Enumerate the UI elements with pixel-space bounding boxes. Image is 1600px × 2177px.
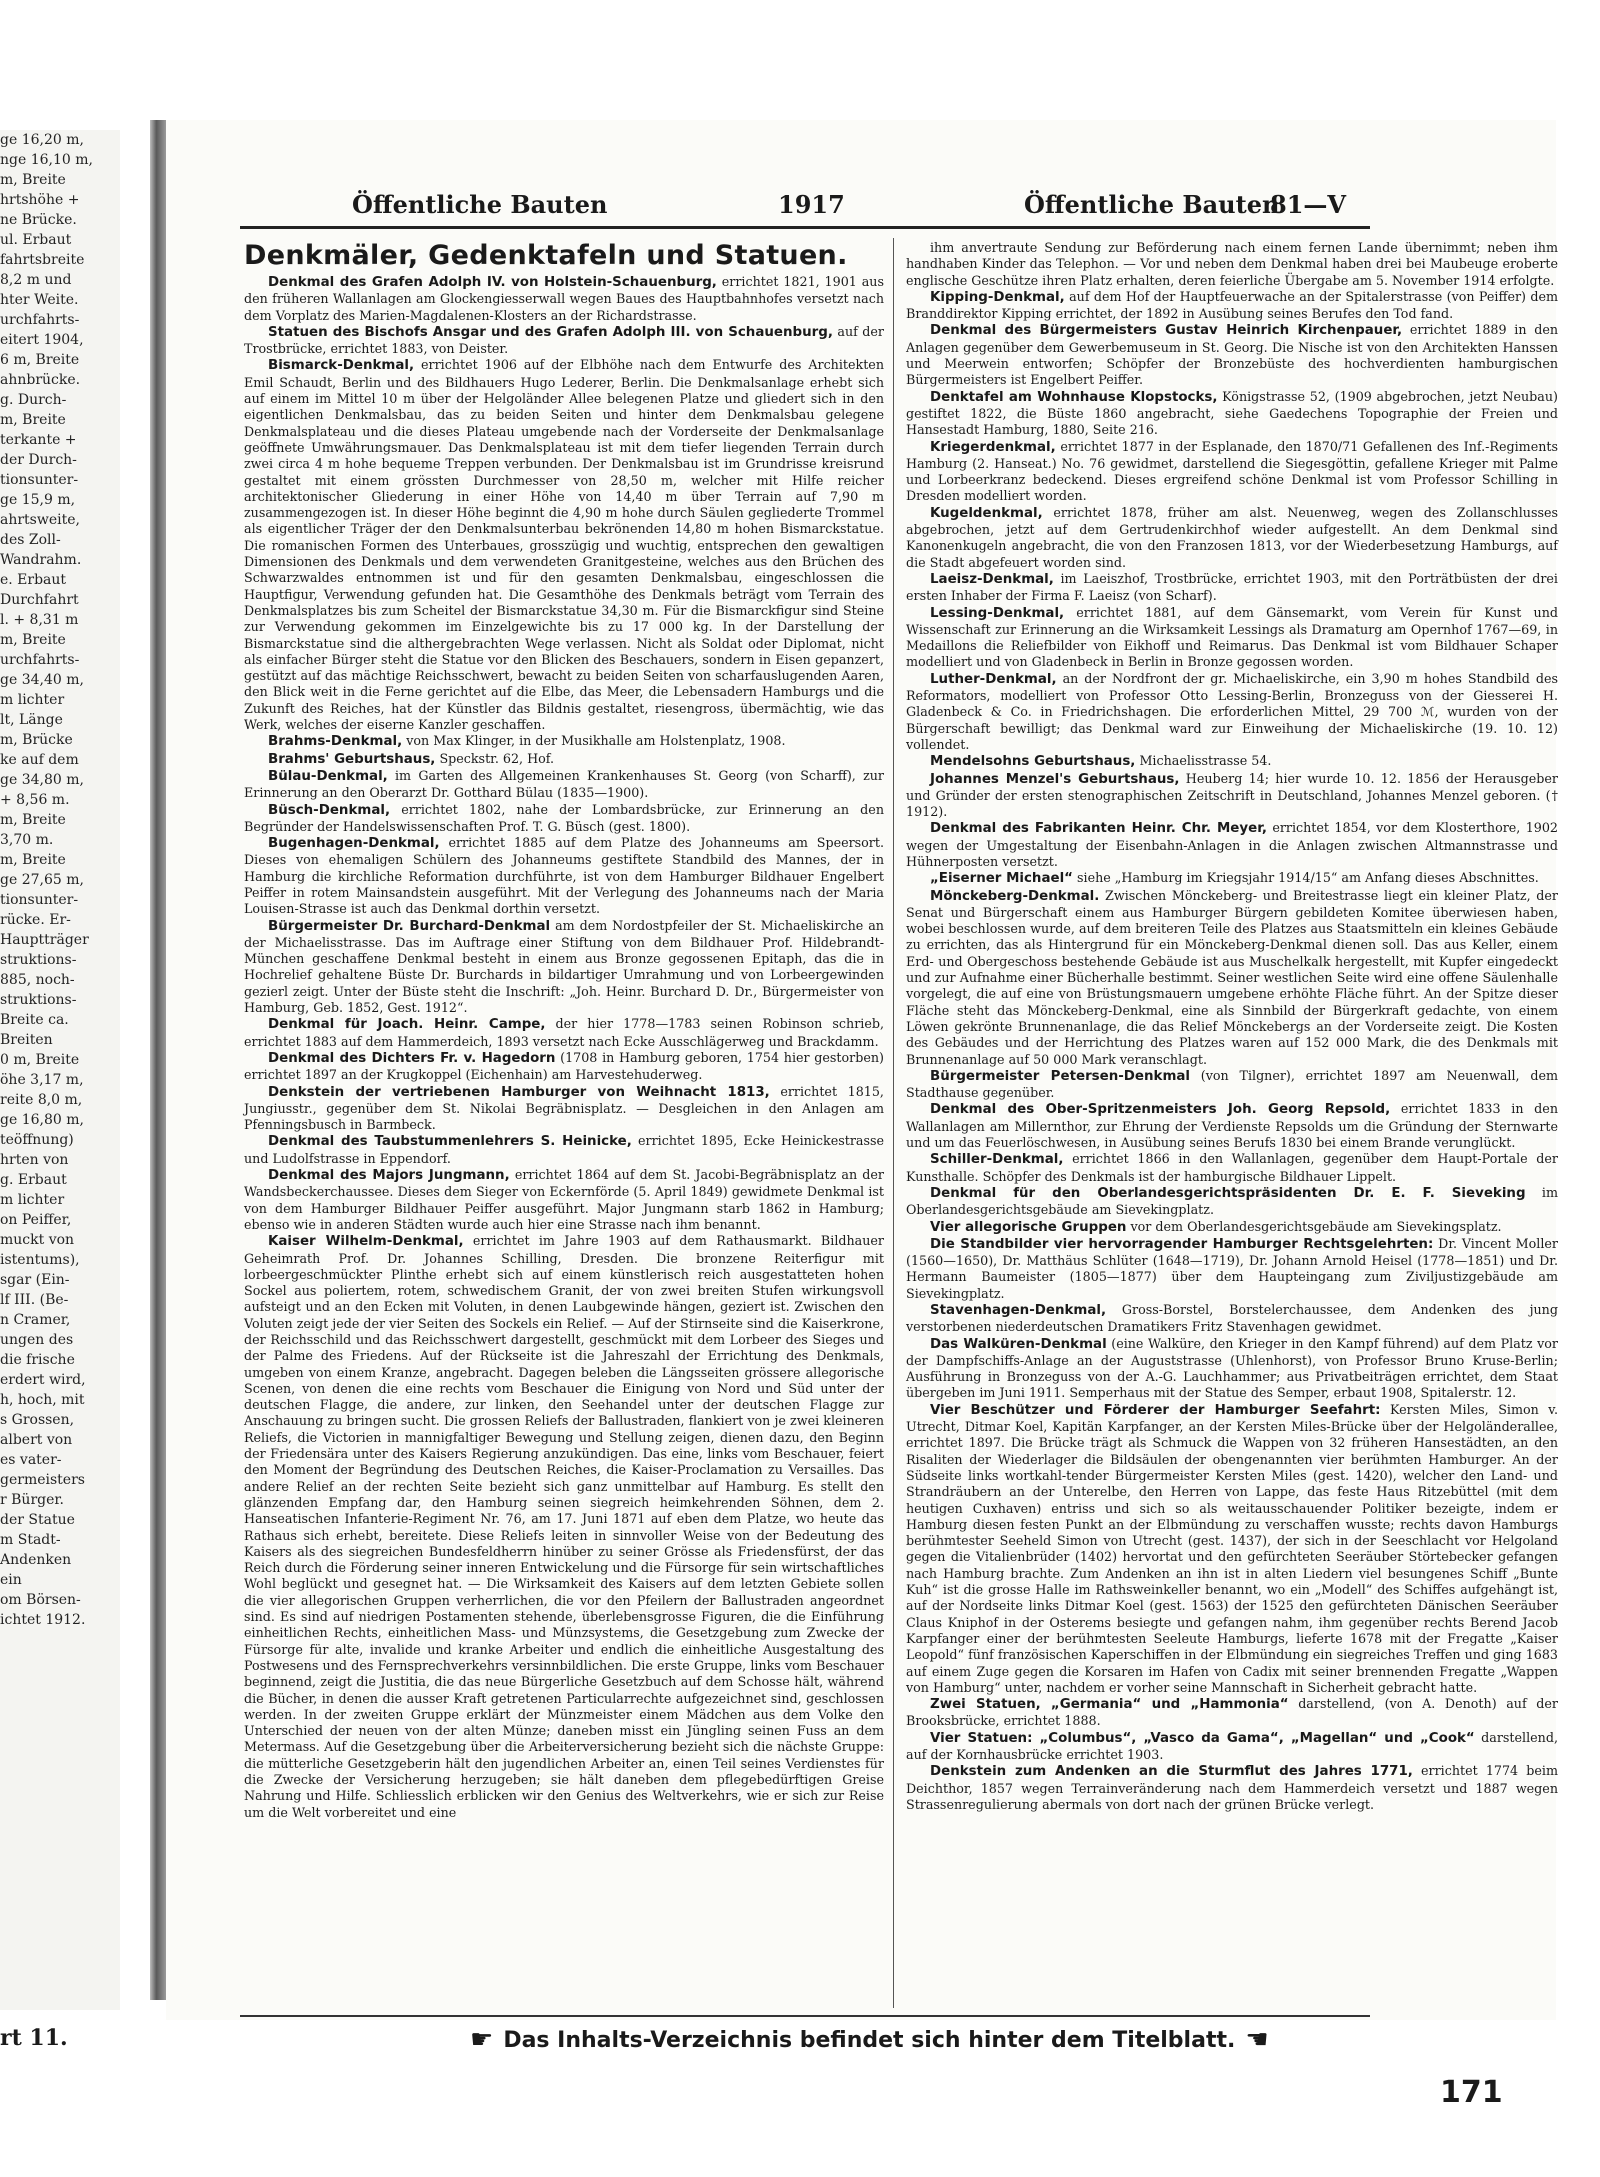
entry: [906, 605, 1558, 671]
entry-title: Kugeldenkmal,: [930, 505, 1043, 521]
column-divider: [893, 238, 894, 2008]
entry: [906, 1302, 1558, 1336]
entry-text: Dr. Vincent Moller (1560—1650), Dr. Matthäus Schlüter (1648—1719), Dr. Johann Arnold Heisel (1778—1851) und Dr. Hermann Baumeister (1805—1877) über dem Haupteingang zum Ziviljustizgebäude am Sievekingplatz.: [906, 1235, 1558, 1301]
entry-text: im Oberlandesgerichtsgebäude am Sievekingplatz.: [906, 1184, 1558, 1218]
entry: [906, 753, 1558, 770]
facing-page-line: ein: [0, 1572, 22, 1588]
entry-text: auf der Trostbrücke, errichtet 1883, von Deister.: [244, 323, 884, 357]
entry-text: errichtet 1802, nahe der Lombardsbrücke, zur Erinnerung an den Begründer der Handelswissenschaften Prof. T. G. Büsch (gest. 1800).: [244, 801, 884, 834]
entry: [244, 1050, 884, 1084]
entry-title: Vier Beschützer und Förderer der Hamburger Seefahrt:: [930, 1402, 1381, 1418]
header-right: Öffentliche Bauten: [1024, 190, 1280, 219]
facing-page-line: ge 27,65 m,: [0, 872, 84, 888]
entry-title: „Eiserner Michael“: [930, 871, 1073, 887]
facing-page-line: ge 34,40 m,: [0, 672, 84, 688]
entry: [906, 1763, 1558, 1813]
entry-title: Statuen des Bischofs Ansgar und des Grafen Adolph III. von Schauenburg,: [268, 324, 833, 340]
facing-page-line: m, Breite: [0, 852, 66, 868]
facing-page-line: m, Breite: [0, 412, 66, 428]
entry: [244, 835, 884, 917]
header-page-ref: 81—V: [1270, 190, 1347, 219]
running-header: [240, 190, 1370, 224]
entry-title: Mönckeberg-Denkmal.: [930, 888, 1100, 904]
facing-page-line: ke auf dem: [0, 752, 79, 768]
facing-page-line: 6 m, Breite: [0, 352, 80, 368]
left-column: [244, 240, 884, 1821]
entry-text: errichtet 1881, auf dem Gänsemarkt, vom Verein für Kunst und Wissenschaft zur Erinnerung an die Wirksamkeit Lessings als Dramaturg am Opernhof 1767—69, in Medaillons die Reliefbilder von Eikhoff und Reimarus. Das Denkmal ist vom Bildhauer Schaper modelliert und von Gladenbeck in Berlin in Bronze gegossen worden.: [906, 604, 1558, 670]
entry-text: errichtet 1866 in den Wallanlagen, gegenüber dem Haupt-Portale der Kunsthalle. Schöpfer des Denkmals ist der hamburgische Bildhauer Lippelt.: [906, 1151, 1558, 1184]
facing-page-line: des Zoll-: [0, 532, 61, 548]
facing-page-line: m lichter: [0, 692, 65, 708]
entry: [906, 820, 1558, 870]
entry-text: im Garten des Allgemeinen Krankenhauses St. Georg (von Scharff), zur Erinnerung an den Oberarzt Dr. Gotthard Bülau (1835—1900).: [244, 767, 884, 801]
facing-page-line: tionsunter-: [0, 892, 79, 908]
facing-page-line: fahrtsbreite: [0, 252, 85, 268]
entry-text: von Max Klinger, in der Musikhalle am Holstenplatz, 1908.: [406, 733, 786, 749]
facing-page-line: 0 m, Breite: [0, 1052, 80, 1068]
entry-text: (1708 in Hamburg geboren, 1754 hier gestorben) errichtet 1897 an der Krugkoppel (Eichenhain) am Harvestehuderweg.: [244, 1049, 884, 1083]
facing-page-line: es vater-: [0, 1452, 62, 1468]
facing-page-line: lf III. (Be-: [0, 1292, 69, 1308]
entry-text: errichtet 1878, früher am alst. Neuenweg, wegen des Zollanschlusses abgebrochen, jetzt auf dem Gertrudenkirchhof wieder aufgestellt. An dem Denkmal sind Kanonenkugeln angebracht, die von den Franzosen 1813, vor der Wiederbesetzung Hamburgs, auf die Stadt abgefeuert worden sind.: [906, 504, 1558, 570]
entry: [244, 1084, 884, 1134]
entry-text: errichtet 1854, vor dem Klosterthore, 1902 wegen der Umgestaltung der Eisenbahn-Anlagen in die Anlagen zwischen Altmannstrasse und Hühnerposten versetzt.: [906, 820, 1558, 869]
entry-title: Luther-Denkmal,: [930, 671, 1057, 687]
entry-title: Johannes Menzel's Geburtshaus,: [930, 771, 1180, 787]
right-entries: [906, 240, 1558, 1813]
entry-text: am dem Nordostpfeiler der St. Michaeliskirche an der Michaelisstrasse. Das im Auftrage einer Stiftung von dem Bildhauer Prof. Hildebrandt-München geschaffene Denkmal besteht in einem aus Bronze gegossenen Epitaph, das die in Hochrelief gehaltene Büste Dr. Burchards in bildartiger Umrahmung und von Lorbeergewinden gezierl zeigt. Unter der Büste steht die Inschrift: „Joh. Heinr. Burchard D. Dr., Bürgermeister von Hamburg, Geb. 1852, Gest. 1912“.: [244, 917, 884, 1016]
facing-page-line: om Börsen-: [0, 1592, 81, 1608]
facing-page-line: r Bürger.: [0, 1492, 64, 1508]
entry: [244, 918, 884, 1017]
entry-title: Vier allegorische Gruppen: [930, 1219, 1127, 1235]
entry: [244, 274, 884, 324]
facing-page-line: Durchfahrt: [0, 592, 79, 608]
footer-rule: [240, 2015, 1370, 2017]
entry: [906, 389, 1558, 439]
facing-page-line: g. Durch-: [0, 392, 67, 408]
entry: [244, 751, 884, 768]
entry-text: darstellend, auf der Kornhausbrücke errichtet 1903.: [906, 1729, 1558, 1763]
entry: [906, 1236, 1558, 1302]
entry-text: (eine Walküre, den Krieger in den Kampf führend) auf dem Platz vor der Dampfschiffs-Anlage an der Auguststrasse (Uhlenhorst), von Professor Bruno Kruse-Berlin; Ausführung in Bronzeguss von der A.-G. Lauchhammer; aus Privatbeiträgen errichtet, dem Staat übergeben im Juni 1911. Semperhaus mit der Statue des Semper, erbaut 1908, Spitalerstr. 12.: [906, 1335, 1558, 1401]
entry: [906, 505, 1558, 571]
entry-text: darstellend, (von A. Denoth) auf der Brooksbrücke, errichtet 1888.: [906, 1696, 1558, 1729]
entry: [906, 1151, 1558, 1185]
entry: [906, 1068, 1558, 1102]
facing-page-line: struktions-: [0, 952, 77, 968]
entry-text: siehe „Hamburg im Kriegsjahr 1914/15“ am Anfang dieses Abschnittes.: [1077, 870, 1539, 886]
entry-text: ihm anvertraute Sendung zur Beförderung nach einem fernen Lande übernimmt; neben ihm handhaben Kinder das Telephon. — Vor und neben dem Denkmal haben drei bei Maubeuge eroberte englische Geschütze ihren Platz erhalten, deren feierliche Übergabe am 5. November 1914 erfolgte.: [906, 240, 1558, 288]
entry: [244, 1016, 884, 1050]
facing-page-line: urchfahrts-: [0, 652, 80, 668]
entry-text: errichtet 1889 in den Anlagen gegenüber dem Gewerbemuseum in St. Georg. Die Nische ist von den Architekten Hanssen und Meerwein entworfen; Schöpfer der Bronzebüste des hochverdienten hamburgischen Bürgermeisters ist Engelbert Peiffer.: [906, 322, 1558, 388]
facing-page-line: ge 34,80 m,: [0, 772, 84, 788]
entry: [906, 289, 1558, 323]
facing-page-line: m, Breite: [0, 632, 66, 648]
entry: [906, 1336, 1558, 1402]
facing-page-line: erdert wird,: [0, 1372, 86, 1388]
entry-title: Bülau-Denkmal,: [268, 768, 388, 784]
facing-page-line: ge 16,80 m,: [0, 1112, 84, 1128]
facing-page-line: s Grossen,: [0, 1412, 75, 1428]
facing-page-line: tionsunter-: [0, 472, 79, 488]
facing-page-line: Breiten: [0, 1032, 53, 1048]
facing-page-line: n Cramer,: [0, 1312, 71, 1328]
entry-title: Vier Statuen: „Columbus“, „Vasco da Gama“, „Magellan“ und „Cook“: [930, 1730, 1475, 1746]
facing-page-line: struktions-: [0, 992, 77, 1008]
entry-text: vor dem Oberlandesgerichtsgebäude am Sievekingsplatz.: [1130, 1218, 1502, 1234]
header-left: Öffentliche Bauten: [352, 190, 608, 219]
facing-page-line: g. Erbaut: [0, 1172, 67, 1188]
entry: [244, 802, 884, 836]
facing-page-line: m, Brücke: [0, 732, 73, 748]
facing-page-line: der Statue: [0, 1512, 75, 1528]
entry: [244, 357, 884, 733]
entry-title: Mendelsohns Geburtshaus,: [930, 754, 1136, 770]
entry-title: Brahms-Denkmal,: [268, 734, 403, 750]
entry: [906, 870, 1558, 887]
entry-title: Bugenhagen-Denkmal,: [268, 836, 440, 852]
entry: [906, 571, 1558, 605]
entry-title: Denkmal des Bürgermeisters Gustav Heinrich Kirchenpauer,: [930, 323, 1403, 339]
entry-text: Heuberg 14; hier wurde 10. 12. 1856 der Herausgeber und Gründer der ersten stenographischen Zeitschrift in Deutschland, Johannes Menzel geboren. († 1912).: [906, 770, 1558, 820]
facing-page-footer: rt 11.: [0, 2025, 68, 2051]
entry-text: errichtet 1885 auf dem Platze des Johanneums am Speersort. Dieses von ehemaligen Schülern des Johanneums gestiftete Standbild des Mannes, der in Hamburg die kirchliche Reformation durchführte, ist von dem Hamburger Bildhauer Engelbert Peiffer in rotem Mainsandstein ausgeführt. Mit der Verlegung des Johanneums nach der Maria Louisen-Strasse ist auch das Denkmal dorthin versetzt.: [244, 835, 884, 917]
section-title: Denkmäler, Gedenktafeln und Statuen.: [244, 240, 848, 271]
entry-text: Königstrasse 52, (1909 abgebrochen, jetzt Neubau) gestiftet 1822, die Büste 1860 angebracht, siehe Gaedechens Topographie der Freien und Hansestadt Hamburg, 1880, Seite 216.: [906, 388, 1558, 438]
entry-title: Denkstein der vertriebenen Hamburger von Weihnacht 1813,: [268, 1084, 770, 1100]
entry-text: errichtet 1877 in der Esplanade, den 1870/71 Gefallenen des Inf.-Regiments Hamburg (2. Hanseat.) No. 76 gewidmet, darstellend die Siegesgöttin, gefallene Krieger mit Palme und Lorbeerkranz bedeckend. Dieses ergreifend schöne Denkmal ist vom Professor Schilling in Dresden modelliert worden.: [906, 438, 1558, 504]
pointing-hand-left-icon: ☚: [1245, 2025, 1269, 2055]
entry: [906, 240, 1558, 289]
entry-title: Bürgermeister Petersen-Denkmal: [930, 1068, 1191, 1084]
entry-text: Michaelisstrasse 54.: [1139, 753, 1272, 769]
book-gutter: [150, 120, 166, 2000]
right-column: [906, 240, 1558, 1813]
entry-title: Kaiser Wilhelm-Denkmal,: [268, 1234, 464, 1250]
entry: [906, 439, 1558, 505]
entry: [906, 1730, 1558, 1764]
left-entries: [244, 274, 884, 1821]
facing-page-line: lt, Länge: [0, 712, 63, 728]
entry-title: Denkmal für Joach. Heinr. Campe,: [268, 1017, 546, 1033]
footer-text: Das Inhalts-Verzeichnis befindet sich hinter dem Titelblatt.: [503, 2027, 1236, 2053]
entry-title: Kriegerdenkmal,: [930, 439, 1056, 455]
facing-page-line: teöffnung): [0, 1132, 74, 1148]
entry-title: Büsch-Denkmal,: [268, 802, 391, 818]
facing-page-line: 3,70 m.: [0, 832, 54, 848]
entry-text: errichtet im Jahre 1903 auf dem Rathausmarkt. Bildhauer Geheimrath Prof. Dr. Johannes Schilling, Dresden. Die bronzene Reiterfigur mit lorbeergeschmückter Plinthe erhebt sich auf einem künstlerisch reich ausgestatteten hohen Sockel aus poliertem, rotem, schwedischem Granit, der von zwei breiten Stufen wirkungsvoll aufsteigt und an den Ecken mit Voluten, in denen Laubgewinde hängen, geziert ist. Zwischen den Voluten zeigt jede der vier Seiten des Sockels ein Relief. — Auf der Stirnseite sind die Kaiserkrone, der Reichsschild und das Reichsschwert dargestellt, geschmückt mit dem Lorbeer des Sieges und der Palme des Friedens. Auf der Rückseite ist die Jahreszahl der Errichtung des Denkmals, umgeben von einem Kranze, angebracht. Dagegen beleben die Längsseiten grössere allegorische Scenen, von denen die eine rechts vom Beschauer die Einigung von Nord und Süd unter der deutschen Flagge, die andere, zur linken, den Seehandel unter der deutschen Flagge zur Anschauung zu bringen sucht. Die grossen Reliefs der Ballustraden, flankiert von je zwei kleineren Reliefs, die Victorien in mannigfaltiger Bewegung und Stellung zeigen, dienen dazu, den Beginn der Friedensära unter des Kaisers Regierung anzukündigen. Das eine, links vom Beschauer, feiert den Moment der Begründung des Deutschen Reiches, die Kaiser-Proclamation zu Versailles. Das andere Relief an der rechten Seite bezieht sich ganz unmittelbar auf Hamburg. Es stellt den glänzenden Empfang dar, den Hamburg seinen siegreich heimkehrenden Söhnen, dem 2. Hanseatischen Infanterie-Regiment Nr. 76, am 17. Juni 1871 auf eben dem Platze, wo heute das Rathaus sich erhebt, bereitete. Diese Reliefs leiten in sinnvoller Weise von der Bedeutung des Kaisers als des siegreichen Bundesfeldherrn hinüber zu seiner Grösse als Friedensfürst, der das Reich durch die Förderung seiner inneren Entwickelung und die Fürsorge für sein wirtschaftliches Wohl beglückt und gesegnet hat. — Die Wirksamkeit des Kaisers auf dem letzten Gebiete sollen die vier allegorischen Gruppen verherrlichen, die vor den Pfeilern der Ballustraden angeordnet sind. Es sind auf niedrigen Postamenten stehende, überlebensgrosse Figuren, die die Einführung einheitlichen Rechts, einheitlichen Mass- und Münzsystems, die Gesetzgebung zum Zwecke der Fürsorge für alte, invalide und kranke Arbeiter und endlich die einheitliche Ausgestaltung des Postwesens und des Fernsprechverkehrs versinnbildlichen. Die erste Gruppe, links vom Beschauer beginnend, zeigt die Justitia, die das neue Bürgerliche Gesetzbuch auf dem Schosse hält, während die Bücher, in denen die ausser Kraft getretenen Particularrechte aufgezeichnet sind, geschlossen werden. In der zweiten Gruppe erklärt der Münzmeister einem Mädchen aus dem Volke den Unterschied der neuen von der alten Münze; daneben misst ein Jüngling seinen Fuss an dem Metermass. Auf die Gesetzgebung über die Arbeiterversicherung bezieht sich die nächste Gruppe: die mütterliche Gesetzgeberin hält den jugendlichen Arbeiter an, einen Teil seines Verdienstes für die Zwecke der Versicherung herzugeben; sie hält daneben dem pflegebedürftigen Greise Nahrung und Hilfe. Schliesslich erblicken wir den Genius des Weltverkehrs, wie er sich zur Reise um die Welt vorbereitet und eine: [244, 1233, 884, 1820]
entry-title: Laeisz-Denkmal,: [930, 571, 1054, 587]
facing-page-line: on Peiffer,: [0, 1212, 72, 1228]
entry-title: Zwei Statuen, „Germania“ und „Hammonia“: [930, 1697, 1289, 1713]
entry-text: errichtet 1833 in den Wallanlagen am Millernthor, zur Ehrung der Verdienste Repsolds um die Gründung der Sternwarte und um das Feuerlöschwesen, in Ausübung seines Berufs 1830 bei einem Brande verunglückt.: [906, 1101, 1558, 1151]
entry: [906, 771, 1558, 821]
facing-page-line: Andenken: [0, 1552, 72, 1568]
facing-page-line: ul. Erbaut: [0, 232, 72, 248]
entry-title: Denkmal für den Oberlandesgerichtspräsidenten Dr. E. F. Sieveking: [930, 1185, 1526, 1201]
entry-title: Denkmal des Grafen Adolph IV. von Holstein-Schauenburg,: [268, 275, 717, 290]
facing-page-line: hter Weite.: [0, 292, 79, 308]
facing-page-line: 885, noch-: [0, 972, 75, 988]
entry-text: errichtet 1821, 1901 aus den früheren Wallanlagen am Glockengiesserwall wegen Baues des Hauptbahnhofes versetzt nach dem Vorplatz des Marien-Magdalenen-Klosters an der Richardstrasse.: [244, 274, 884, 323]
entry-text: errichtet 1864 auf dem St. Jacobi-Begräbnisplatz an der Wandsbeckerchaussee. Dieses dem Sieger von Eckernförde (5. April 1849) gewidmete Denkmal ist von dem Hamburger Bildhauer Peiffer ausgeführt. Major Jungmann starb 1862 in Hamburg; ebenso wie in anderen Städten wurde auch hier eine Strasse nach ihm benannt.: [244, 1167, 884, 1232]
entry-text: auf dem Hof der Hauptfeuerwache an der Spitalerstrasse (von Peiffer) dem Branddirektor Kipping errichtet, der 1892 in Ausübung seines Berufes den Tod fand.: [906, 288, 1558, 322]
entry: [906, 1402, 1558, 1696]
facing-page-line: ne Brücke.: [0, 212, 77, 228]
entry-text: Kersten Miles, Simon v. Utrecht, Ditmar Koel, Kapitän Karpfanger, an der Kersten Miles-Brücke über der Helgoländerallee, errichtet 1897. Die Brücke trägt als Schmuck die Wappen von 32 früheren Hansestädten, an den Risaliten der Wiederlager die Bildsäulen der obengenannten vier berühmten Hamburger. An der Südseite links wortkahl-tender Bürgermeister Kersten Miles (gest. 1420), welcher den Land- und Strandräubern an der Unterelbe, den Herren von Lappe, das feste Haus Ritzebüttel (mit dem heutigen Cuxhaven) entriss und sich so als weitausschauender Politiker bezeigte, indem er Hamburg diesen festen Punkt an der Elbmündung zu verschaffen wusste; rechts davon Hamburgs berühmtester Seeheld Simon von Utrecht (gest. 1437), der sich in der Seeschlacht vor Helgoland gegen die Vitalienbrüder (1402) hervortat und den gefürchteten Seeräuber Störtebecker gefangen nach Hamburg brachte. Zum Andenken an ihn ist in alten Liedern viel besungenes Schiff „Bunte Kuh“ ist die grosse Halle im Rathsweinkeller benannt, wo ein „Modell“ des Schiffes aufgehängt ist, auf der Nordseite links Ditmar Koel (gest. 1563) der 1525 den gefürchteten Dänischen Seeräuber Claus Kniphof in der Osterems besiegte und gefangen nahm, ihm gegenüber rechts Berend Jacob Karpfanger einer der berühmtesten Seeleute Hamburgs, lieferte 1678 mit der Fregatte „Kaiser Leopold“ fünf französischen Kaperschiffen in der Elbmündung ein siegreiches Treffen und ging 1683 auf einem Zuge gegen die Korsaren im Hafen von Cadix mit seiner brennenden Fregatte „Wappen von Hamburg“ unter, nachdem er vorher seine Mannschaft in Sicherheit gebracht hatte.: [906, 1401, 1558, 1695]
facing-page-line: Breite ca.: [0, 1012, 69, 1028]
entry-title: Kipping-Denkmal,: [930, 289, 1065, 305]
entry-text: an der Nordfront der gr. Michaeliskirche, ein 3,90 m hohes Standbild des Reformators, modelliert von Professor Otto Lessing-Berlin, Bronzeguss von der Giesserei H. Gladenbeck & Co. in Friedrichshagen. Die erforderlichen Mittel, 29 700 ℳ, wurden von der Bürgerschaft bewilligt; das Denkmal ward zur Einweihung der Michaeliskirche (19. 10. 12) vollendet.: [906, 670, 1558, 752]
entry-text: Gross-Borstel, Borstelerchaussee, dem Andenken des jung verstorbenen niederdeutschen Dramatikers Fritz Stavenhagen gewidmet.: [906, 1302, 1558, 1335]
facing-page-line: nge 16,10 m,: [0, 152, 93, 168]
entry: [906, 1219, 1558, 1236]
facing-page-line: die frische: [0, 1352, 75, 1368]
facing-page-line: e. Erbaut: [0, 572, 67, 588]
entry-text: errichtet 1774 beim Deichthor, 1857 wegen Terrainveränderung nach dem Hammerdeich versetzt und 1887 wegen Strassenregulierung abermals von dort nach der grünen Brücke verlegt.: [906, 1763, 1558, 1812]
entry: [244, 324, 884, 358]
entry-title: Denkmal des Dichters Fr. v. Hagedorn: [268, 1050, 556, 1066]
facing-page-line: rücke. Er-: [0, 912, 71, 928]
facing-page-line: istentums),: [0, 1252, 80, 1268]
entry-text: Speckstr. 62, Hof.: [439, 750, 555, 766]
entry: [906, 888, 1558, 1068]
facing-page-line: l. + 8,31 m: [0, 612, 79, 628]
entry-title: Das Walküren-Denkmal: [930, 1336, 1107, 1352]
entry: [906, 322, 1558, 388]
entry: [906, 671, 1558, 753]
facing-page-line: ahnbrücke.: [0, 372, 81, 388]
facing-page-line: + 8,56 m.: [0, 792, 70, 808]
entry-title: Stavenhagen-Denkmal,: [930, 1303, 1107, 1318]
entry: [244, 768, 884, 802]
facing-page-line: sgar (Ein-: [0, 1272, 70, 1288]
entry-title: Lessing-Denkmal,: [930, 605, 1065, 621]
facing-page-line: h, hoch, mit: [0, 1392, 85, 1408]
facing-page-line: Hauptträger: [0, 932, 89, 948]
header-year: 1917: [778, 190, 845, 219]
entry-text: errichtet 1906 auf der Elbhöhe nach dem Entwurfe des Architekten Emil Schaudt, Berlin und des Bildhauers Hugo Lederer, Berlin. Die Denkmalsanlage erhebt sich auf einem im Mittel 10 m über der Helgoländer Allee belegenen Platze und gliedert sich in den eigentlichen Denkmalsbau, das zu beiden Seiten und hinter dem Denkmalsbau gelegene Denkmalsplateau und die dieses Plateau umgebende nach der Vorderseite der Denkmalsanlage geöffnete Umwährungsmauer. Das Denkmalsplateau ist mit dem tiefer liegenden Terrain durch zwei circa 4 m hohe bequeme Treppen verbunden. Der Denkmalsbau ist im Grundrisse kreisrund gestaltet mit einem grössten Durchmesser von 28,50 m, welcher mit Hilfe reicher architektonischer Gliederung in einer Höhe von 14,40 m über Terrain auf 7,90 m zusammengezogen ist. In dieser Höhe beginnt die 4,90 m hohe durch Säulen gegliederte Trommel als eigentlicher Träger der den Denkmalsunterbau bekrönenden 14,80 m hohen Bismarckstatue. Die romanischen Formen des Unterbaues, grosszügig und wuchtig, entsprechen den gewaltigen Dimensionen des Denkmals und dem verwendeten Granitgesteine, welches aus den Brüchen des Schwarzwaldes entnommen ist und für den gesamten Denkmalsbau, eingeschlossen die Hauptfigur, Verwendung gefunden hat. Die Gesamthöhe des Denkmals beträgt vom Terrain des Denkmalsplatzes bis zum Scheitel der Bismarckstatue 34,30 m. Für die Bismarckfigur sind Steine zur Verwendung gekommen im Einzelgewichte bis zu 17 000 kg. In der Darstellung der Bismarckstatue sind die althergebrachten Wege verlassen. Nicht als Soldat oder Diplomat, nicht als einfacher Bürger steht die Statue vor den Blicken des Beschauers, sondern in Eisen gepanzert, gestützt auf das mächtige Reichsschwert, bewacht zu beiden Seiten von scharfauslugenden Aaren, den Blick weit in die Ferne gerichtet auf die Elbe, das Meer, die Lebensadern Hamburgs und die Zukunft des Reiches, hat der Künstler das Bildnis gestaltet, riesengross, übermächtig, wie das Werk, welches der eiserne Kanzler geschaffen.: [244, 357, 884, 733]
facing-page-line: ahrtsweite,: [0, 512, 80, 528]
facing-page-line: der Durch-: [0, 452, 77, 468]
entry-text: der hier 1778—1783 seinen Robinson schrieb, errichtet 1883 auf dem Hammerdeich, 1893 versetzt nach Ecke Ausschlägerweg und Brackdamm.: [244, 1016, 884, 1049]
facing-page-line: ichtet 1912.: [0, 1612, 86, 1628]
entry-text: errichtet 1895, Ecke Heinickestrasse und Ludolfstrasse in Eppendorf.: [244, 1133, 884, 1166]
facing-page-line: urchfahrts-: [0, 312, 80, 328]
footer-note: [470, 2025, 1269, 2055]
page-number: 171: [1440, 2075, 1503, 2110]
entry-text: im Laeiszhof, Trostbrücke, errichtet 1903, mit den Porträtbüsten der drei ersten Inhaber der Firma F. Laeisz (von Scharf).: [906, 570, 1558, 604]
facing-page-line: muckt von: [0, 1232, 75, 1248]
entry-text: (von Tilgner), errichtet 1897 am Neuenwall, dem Stadthause gegenüber.: [906, 1067, 1558, 1101]
facing-page-line: m Stadt-: [0, 1532, 61, 1548]
facing-page-line: 8,2 m und: [0, 272, 72, 288]
facing-page-line: germeisters: [0, 1472, 85, 1488]
facing-page-line: ge 16,20 m,: [0, 132, 84, 148]
entry-title: Denkmal des Fabrikanten Heinr. Chr. Meyer,: [930, 821, 1267, 837]
entry: [244, 1167, 884, 1233]
entry-text: Zwischen Mönckeberg- und Breitestrasse liegt ein kleiner Platz, der Senat und Bürgerschaft einem aus Hamburger Bürgern gebildeten Komitee überwiesen haben, wobei beschlossen wurde, auf dem breiteren Teile des Platzes aus Staatsmitteln ein kleines Gebäude zu errichten, das als Hintergrund für ein Mönckeberg-Denkmal dienen soll. Das aus Keller, einem Erd- und Obergeschoss bestehende Gebäude ist aus Muschelkalk hergestellt, mit Kupfer eingedeckt und zur Aufnahme einer Bücherhalle bestimmt. Seiner westlichen Seite wird eine offene Säulenhalle vorgelegt, die auf eine von Brüstungsmauern umgebene erhöhte Fläche führt. An der Spitze dieser Fläche steht das Mönckeberg-Denkmal, eine als Sinnbild der Bürgerkraft gedachte, von einem Löwen gekrönte Brunnenanlage, die das Relief Mönckebergs an der Vorderseite zeigt. Die Kosten des Gebäudes und der Herrichtung des Platzes waren auf 152 000 Mark, die des Denkmals mit Brunnenanlage auf 50 000 Mark veranschlagt.: [906, 887, 1558, 1067]
facing-page-line: hrten von: [0, 1152, 69, 1168]
facing-page-line: m, Breite: [0, 172, 66, 188]
facing-page-line: öhe 3,17 m,: [0, 1072, 84, 1088]
entry-title: Bismarck-Denkmal,: [268, 358, 415, 374]
entry-title: Denktafel am Wohnhause Klopstocks,: [930, 389, 1218, 405]
entry: [244, 733, 884, 750]
facing-page-line: reite 8,0 m,: [0, 1092, 83, 1108]
entry-title: Denkmal des Ober-Spritzenmeisters Joh. Georg Repsold,: [930, 1102, 1391, 1118]
header-rule: [240, 226, 1370, 229]
entry-title: Denkstein zum Andenken an die Sturmflut des Jahres 1771,: [930, 1764, 1413, 1780]
facing-page-line: m lichter: [0, 1192, 65, 1208]
pointing-hand-right-icon: ☛: [470, 2025, 494, 2055]
entry: [906, 1185, 1558, 1219]
facing-page-line: eitert 1904,: [0, 332, 84, 348]
facing-page-line: ungen des: [0, 1332, 74, 1348]
entry: [906, 1101, 1558, 1151]
facing-page-line: Wandrahm.: [0, 552, 82, 568]
facing-page-strip: [0, 130, 120, 2010]
facing-page-line: terkante +: [0, 432, 77, 448]
facing-page-line: hrtshöhe +: [0, 192, 80, 208]
entry: [244, 1233, 884, 1821]
facing-page-line: m, Breite: [0, 812, 66, 828]
entry-title: Schiller-Denkmal,: [930, 1152, 1064, 1168]
facing-page-line: ge 15,9 m,: [0, 492, 76, 508]
entry-title: Denkmal des Taubstummenlehrers S. Heinicke,: [268, 1134, 632, 1150]
entry-title: Bürgermeister Dr. Burchard-Denkmal: [268, 918, 551, 934]
entry-title: Denkmal des Majors Jungmann,: [268, 1168, 510, 1184]
entry-title: Brahms' Geburtshaus,: [268, 751, 436, 767]
entry: [244, 1133, 884, 1167]
entry: [906, 1696, 1558, 1730]
entry-text: errichtet 1815, Jungiusstr., gegenüber dem St. Nikolai Begräbnisplatz. — Desgleichen in den Anlagen am Pfenningsbusch in Barmbeck.: [244, 1083, 884, 1133]
entry-title: Die Standbilder vier hervorragender Hamburger Rechtsgelehrten:: [930, 1236, 1434, 1252]
facing-page-line: albert von: [0, 1432, 73, 1448]
